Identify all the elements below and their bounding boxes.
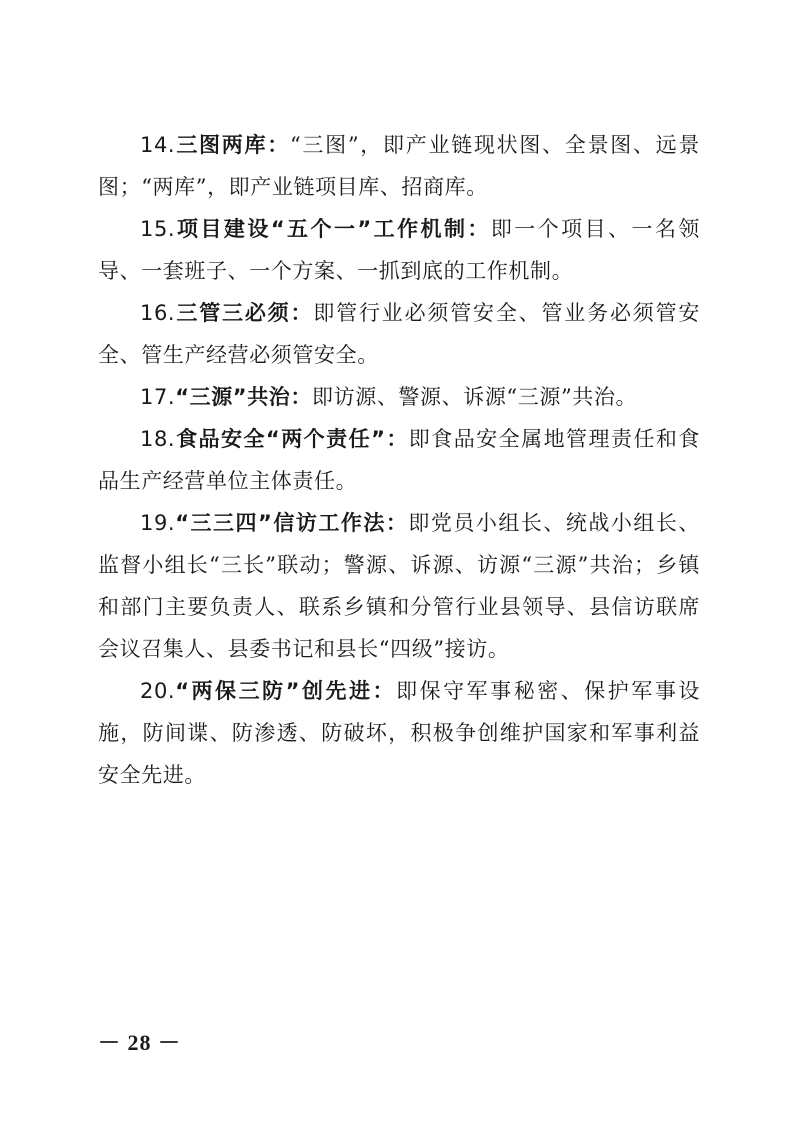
item-term: 食品安全“两个责任”：	[175, 427, 409, 451]
item-body: 即管行业必须管安全、管业务必须管安全、管生产经营必须管安全。	[98, 301, 700, 367]
item-number: 20.	[140, 679, 176, 703]
item-16	[98, 292, 700, 376]
item-term: “三源”共治：	[175, 385, 313, 409]
item-number: 16.	[140, 301, 176, 325]
item-term: 三管三必须：	[175, 301, 314, 325]
item-term: 三图两库：	[175, 133, 290, 157]
item-number: 18.	[140, 427, 176, 451]
item-number: 19.	[140, 511, 176, 535]
item-17	[98, 376, 700, 418]
item-body: 即保守军事秘密、保护军事设施，防间谍、防渗透、防破坏，积极争创维护国家和军事利益安全先进。	[98, 679, 700, 787]
item-15	[98, 208, 700, 292]
item-body: 即访源、警源、诉源“三源”共治。	[312, 385, 638, 409]
item-number: 17.	[140, 385, 176, 409]
page-number: － 28 －	[98, 1030, 182, 1055]
item-term: 项目建设“五个一”工作机制：	[175, 217, 491, 241]
item-18	[98, 418, 700, 502]
item-number: 15.	[140, 217, 176, 241]
item-body: 即一个项目、一名领导、一套班子、一个方案、一抓到底的工作机制。	[98, 217, 700, 283]
item-term: “三三四”信访工作法：	[175, 511, 409, 535]
item-body: 即党员小组长、统战小组长、监督小组长“三长”联动；警源、诉源、访源“三源”共治；乡镇和部门主要负责人、联系乡镇和分管行业县领导、县信访联席会议召集人、县委书记和县长“四级”接访。	[98, 511, 701, 661]
item-body: 即食品安全属地管理责任和食品生产经营单位主体责任。	[98, 427, 700, 493]
document-body	[98, 124, 700, 796]
item-19	[98, 502, 700, 670]
item-term: “两保三防”创先进：	[175, 679, 397, 703]
item-14	[98, 124, 700, 208]
item-body: “三图”，即产业链现状图、全景图、远景图；“两库”，即产业链项目库、招商库。	[98, 133, 700, 199]
item-number: 14.	[140, 133, 176, 157]
item-20	[98, 670, 700, 796]
